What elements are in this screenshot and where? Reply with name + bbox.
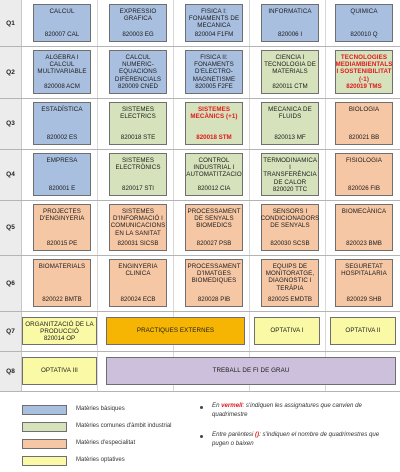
- course-code: 820027 PSB: [196, 240, 232, 247]
- course-sistemes-informacio: [109, 204, 167, 251]
- course-sistemes-mecanics: [185, 102, 243, 145]
- course-name: SEGURETAT HOSPITALARIA: [341, 263, 387, 278]
- course-name: PROJECTES D'ENGINYERIA: [39, 208, 85, 223]
- note-highlight: vermell: [221, 402, 243, 409]
- course-code: 820002 ES: [46, 134, 78, 141]
- course-fisica-2: [185, 50, 243, 94]
- row-label-q8: Q8: [0, 351, 22, 391]
- row-divider: [0, 255, 400, 256]
- course-code: 820018 STM: [196, 134, 232, 141]
- course-name: BIOMATERIALS: [38, 263, 86, 270]
- course-code: 820009 CNED: [118, 83, 158, 90]
- course-code: 820008 ACM: [44, 83, 80, 90]
- course-name: EQUIPS DE MONITORATGE, DIAGNOSTIC I TERÀPIA: [265, 263, 315, 292]
- course-name: SISTEMES MECÀNICS (+1): [190, 106, 238, 121]
- row-divider: [0, 351, 400, 352]
- legend-swatch-comunes: [22, 422, 67, 432]
- course-name: ENGINYERIA CLINICA: [118, 263, 158, 278]
- course-name: FISICA I: FONAMENTS DE MECANICA: [188, 8, 240, 30]
- note-text: Entre parèntesi: [212, 431, 256, 438]
- row-label-q6: Q6: [0, 255, 22, 311]
- course-name: BIOLOGIA: [348, 106, 380, 113]
- course-code: 820018 STE: [120, 134, 156, 141]
- course-name: TREBALL DE FI DE GRAU: [212, 367, 290, 375]
- course-optativa-3: [22, 357, 97, 385]
- course-name: SISTEMES D'INFORMACIÓ I COMUNICACIONS EN LA SANITAT: [110, 208, 166, 237]
- row-label-q5: Q5: [0, 200, 22, 255]
- course-biologia: [335, 102, 393, 145]
- row-label-q4: Q4: [0, 149, 22, 200]
- course-name: BIOMECÀNICA: [341, 208, 387, 215]
- course-seguretat-hospitalaria: [335, 259, 393, 307]
- course-projectes: [33, 204, 91, 251]
- course-name: ORGANITZACIÓ DE LA PRODUCCIÓ: [25, 321, 94, 336]
- course-code: 820025 EMDTB: [267, 296, 313, 303]
- course-code: 820029 SHB: [346, 296, 382, 303]
- course-calcul-numeric: [109, 50, 167, 94]
- legend-label-basiques: Matèries bàsiques: [76, 406, 125, 412]
- legend-label-optatives: Matèries optatives: [76, 457, 125, 463]
- course-expressio-grafica: [109, 4, 167, 42]
- course-name: CONTROL INDUSTRIAL I AUTOMATITZACIO: [186, 157, 242, 179]
- legend-swatch-optatives: [22, 456, 67, 466]
- course-code: 820017 STI: [122, 185, 154, 192]
- course-processament-senyals: [185, 204, 243, 251]
- course-name: ALGEBRA I CALCUL MULTIVARIABLE: [37, 54, 87, 76]
- course-sensors: [261, 204, 319, 251]
- row-divider: [0, 98, 400, 99]
- legend-label-comunes: Matèries comunes d'àmbit industrial: [76, 423, 172, 429]
- course-code: 820005 F2FE: [195, 83, 233, 90]
- course-code: 820012 CIA: [197, 185, 231, 192]
- course-optativa-1: [254, 317, 320, 345]
- course-name: CALCUL NUMERIC-EQUACIONS DIFERENCIALS: [114, 54, 162, 83]
- legend-swatch-basiques: [22, 405, 67, 415]
- course-processament-imatges: [185, 259, 243, 307]
- course-optativa-2: [330, 317, 396, 345]
- note-text: : s'indiquen el nombre de quadrimestres que pugen o baixen: [212, 431, 380, 447]
- course-name: SISTEMES ELECTRICS: [120, 106, 156, 121]
- course-calcul: [33, 4, 91, 42]
- course-name: EXPRESSIO GRAFICA: [119, 8, 157, 23]
- course-biomaterials: [33, 259, 91, 307]
- course-code: 820021 BB: [348, 134, 380, 141]
- row-divider: [0, 391, 400, 392]
- course-name: CALCUL: [49, 8, 75, 15]
- course-code: 820006 I: [277, 31, 303, 38]
- course-name: CIENCIA I TECNOLOGIA DE MATERIALS: [264, 54, 316, 76]
- course-code: 820014 OP: [43, 335, 76, 343]
- row-label-q1: Q1: [0, 0, 22, 46]
- course-code: 820031 SICSB: [117, 240, 159, 247]
- course-name: MECANICA DE FLUIDS: [268, 106, 312, 121]
- course-practiques-externes: [106, 317, 245, 345]
- row-divider: [0, 311, 400, 312]
- course-name: OPTATIVA I: [270, 327, 304, 335]
- grid-divider: [325, 0, 326, 391]
- bullet-icon: [200, 406, 203, 409]
- row-label-q3: Q3: [0, 98, 22, 149]
- course-code: 820022 BMTB: [42, 296, 82, 303]
- course-name: FISIOLOGIA: [345, 157, 383, 164]
- course-name: TERMODINAMICA I TRANSFERÈNCIA DE CALOR: [263, 157, 318, 186]
- course-code: 820028 PIB: [197, 296, 231, 303]
- row-divider: [0, 149, 400, 150]
- course-fisiologia: [335, 153, 393, 196]
- course-name: OPTATIVA II: [345, 327, 381, 335]
- note-parentheses: [212, 431, 392, 448]
- course-ciencia-materials: [261, 50, 319, 94]
- bullet-icon: [200, 435, 203, 438]
- course-code: 820010 Q: [350, 31, 378, 38]
- row-divider: [0, 46, 400, 47]
- course-quimica: [335, 4, 393, 42]
- course-name: ESTADÍSTICA: [41, 106, 83, 113]
- course-termodinamica: [261, 153, 319, 196]
- note-highlight: (): [255, 431, 260, 438]
- note-text: En: [212, 402, 222, 409]
- course-tecnologies-mediambientals: [335, 50, 393, 94]
- course-code: 820026 FIB: [348, 185, 380, 192]
- note-text: : s'indiquen les assignatures que canvien de quadrimestre: [212, 402, 362, 418]
- course-informatica: [261, 4, 319, 42]
- grid-divider: [249, 0, 250, 391]
- course-organitzacio-produccio: [22, 317, 97, 345]
- course-name: PROCESSAMENT DE SENYALS BIOMEDICS: [187, 208, 241, 230]
- course-code: 820001 E: [48, 185, 76, 192]
- course-name: QUIMICA: [350, 8, 378, 15]
- course-code: 820003 EG: [122, 31, 154, 38]
- course-estadistica: [33, 102, 91, 145]
- course-name: PRACTIQUES EXTERNES: [136, 327, 215, 335]
- row-label-q2: Q2: [0, 46, 22, 98]
- course-treball-fi-grau: [106, 357, 396, 385]
- course-code: 820020 TTC: [272, 185, 308, 193]
- course-code: 820019 TMS: [346, 83, 382, 90]
- course-code: 820030 SCSB: [270, 240, 310, 247]
- course-sistemes-electrics: [109, 102, 167, 145]
- course-name: OPTATIVA III: [41, 367, 78, 375]
- course-name: EMPRESA: [46, 157, 78, 164]
- note-red-changes: [212, 402, 392, 419]
- course-code: 820023 BMB: [346, 240, 382, 247]
- course-algebra-calcul: [33, 50, 91, 94]
- course-code: 820011 CTM: [272, 83, 308, 90]
- course-name: PROCESSAMENT D'IMATGES BIOMEDIQUES: [187, 263, 241, 285]
- course-mecanica-fluids: [261, 102, 319, 145]
- course-code: 820013 MF: [274, 134, 306, 141]
- grid-divider: [97, 0, 98, 391]
- course-name: SISTEMES ELECTRÒNICS: [115, 157, 161, 172]
- course-name: TECNOLOGIES MEDIAMBIENTALS I SOSTENIBILITAT (-1): [335, 54, 393, 83]
- course-code: 820004 F1FM: [194, 31, 234, 38]
- row-divider: [0, 200, 400, 201]
- course-empresa: [33, 153, 91, 196]
- course-code: 820015 PE: [46, 240, 78, 247]
- course-equips-monitoratge: [261, 259, 319, 307]
- course-control-industrial: [185, 153, 243, 196]
- legend-swatch-especialitat: [22, 439, 67, 449]
- legend-label-especialitat: Matèries d'especialitat: [76, 440, 136, 446]
- course-code: 820007 CAL: [44, 31, 80, 38]
- course-code: 820024 ECB: [120, 296, 156, 303]
- course-name: FISICA II: FONAMENTS D'ELECTRO-MAGNETISME: [192, 54, 236, 83]
- course-name: INFORMATICA: [268, 8, 312, 15]
- row-label-q7: Q7: [0, 311, 22, 351]
- course-fisica-1: [185, 4, 243, 42]
- course-sistemes-electronics: [109, 153, 167, 196]
- course-biomecanica: [335, 204, 393, 251]
- course-enginyeria-clinica: [109, 259, 167, 307]
- course-name: SENSORS I CONDICIONADORS DE SENYALS: [260, 208, 320, 230]
